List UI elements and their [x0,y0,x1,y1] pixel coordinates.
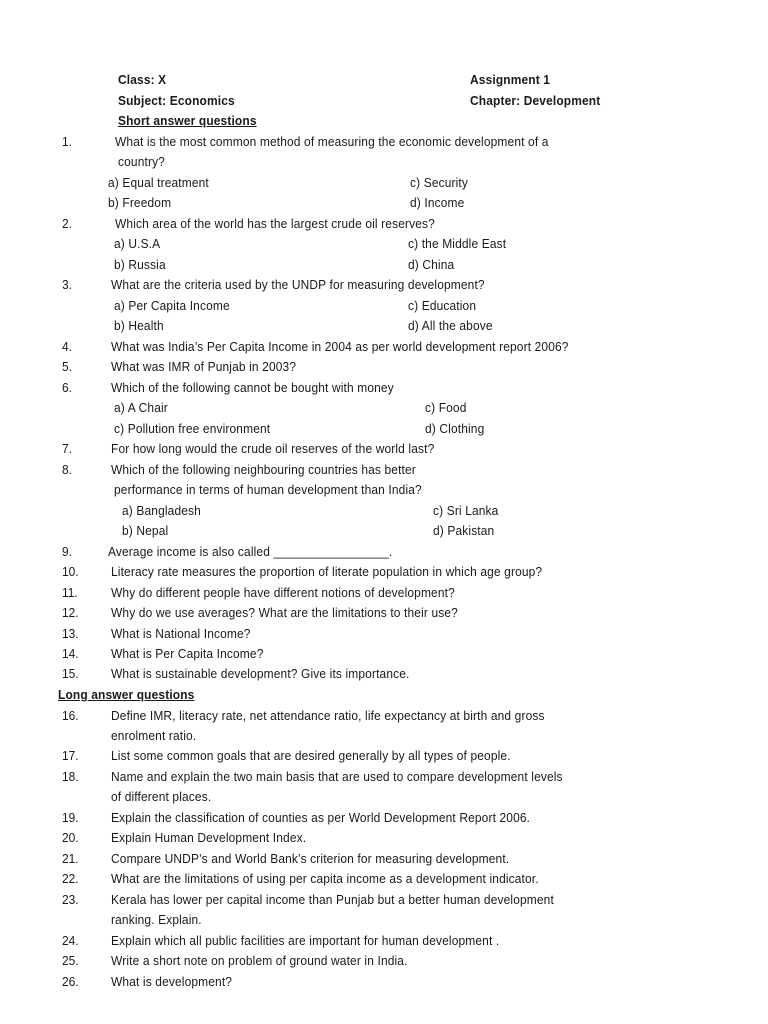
assignment-label: Assignment 1 [470,72,551,87]
question-text: Kerala has lower per capital income than Punjab but a better human development [111,892,554,907]
question-text: Define IMR, literacy rate, net attendance ratio, life expectancy at birth and gross [111,708,545,723]
question-number: 1. [62,134,72,149]
question-text: ranking. Explain. [111,912,202,927]
option-b: c) Pollution free environment [114,421,271,436]
option-d: d) China [408,257,455,272]
option-c: c) Security [410,175,469,190]
question-text: Explain the classification of counties as per World Development Report 2006. [111,810,531,825]
question-text: Explain which all public facilities are important for human development . [111,933,500,948]
question-text: What is Per Capita Income? [111,646,264,661]
question-text: What is the most common method of measuring the economic development of a [115,134,549,149]
option-d: d) Clothing [425,421,485,436]
question-text: What are the criteria used by the UNDP for measuring development? [111,277,485,292]
question-number: 3. [62,277,72,292]
question-number: 11. [62,585,78,600]
option-c: c) Sri Lanka [433,503,499,518]
option-b: b) Freedom [108,195,172,210]
question-number: 19. [62,810,79,825]
question-text: Name and explain the two main basis that are used to compare development levels [111,769,563,784]
question-text: of different places. [111,789,212,804]
question-text: Which of the following cannot be bought with money [111,380,394,395]
question-text: Write a short note on problem of ground water in India. [111,953,408,968]
question-text: Compare UNDP’s and World Bank’s criterion for measuring development. [111,851,510,866]
question-text: country? [118,154,165,169]
option-d: d) Pakistan [433,523,495,538]
question-number: 5. [62,359,72,374]
option-a: a) Equal treatment [108,175,209,190]
question-text: What is development? [111,974,233,989]
question-text: Average income is also called _________________. [108,544,393,559]
option-a: a) A Chair [114,400,168,415]
question-number: 21. [62,851,79,866]
option-b: b) Health [114,318,164,333]
option-a: a) Bangladesh [122,503,201,518]
question-number: 20. [62,830,79,845]
question-number: 23. [62,892,79,907]
question-number: 10. [62,564,79,579]
question-text: Which area of the world has the largest crude oil reserves? [115,216,435,231]
question-number: 18. [62,769,79,784]
question-number: 17. [62,748,79,763]
question-number: 12. [62,605,79,620]
question-text: enrolment ratio. [111,728,197,743]
question-number: 25. [62,953,79,968]
question-number: 16. [62,708,79,723]
question-text: For how long would the crude oil reserves of the world last? [111,441,435,456]
option-a: a) Per Capita Income [114,298,230,313]
subject-label: Subject: Economics [118,93,235,108]
option-c: c) the Middle East [408,236,507,251]
question-number: 14. [62,646,79,661]
option-d: d) Income [410,195,465,210]
question-number: 6. [62,380,72,395]
question-text: Why do different people have different notions of development? [111,585,455,600]
option-c: c) Food [425,400,467,415]
option-a: a) U.S.A [114,236,161,251]
question-text: What is National Income? [111,626,251,641]
question-number: 9. [62,544,72,559]
question-text: What was India’s Per Capita Income in 2004 as per world development report 2006? [111,339,569,354]
question-text: performance in terms of human development than India? [114,482,422,497]
question-text: What is sustainable development? Give its importance. [111,666,410,681]
question-number: 22. [62,871,79,886]
question-number: 13. [62,626,79,641]
question-text: What was IMR of Punjab in 2003? [111,359,297,374]
class-label: Class: X [118,72,167,87]
chapter-label: Chapter: Development [470,93,601,108]
question-number: 4. [62,339,72,354]
question-number: 2. [62,216,72,231]
long-answer-heading: Long answer questions [58,687,195,702]
question-text: Why do we use averages? What are the limitations to their use? [111,605,458,620]
question-text: List some common goals that are desired generally by all types of people. [111,748,511,763]
option-d: d) All the above [408,318,493,333]
question-number: 24. [62,933,79,948]
question-number: 15. [62,666,79,681]
question-number: 7. [62,441,72,456]
option-c: c) Education [408,298,477,313]
short-answer-heading: Short answer questions [118,113,257,128]
option-b: b) Russia [114,257,166,272]
question-number: 8. [62,462,72,477]
question-text: Literacy rate measures the proportion of literate population in which age group? [111,564,543,579]
question-text: Explain Human Development Index. [111,830,307,845]
option-b: b) Nepal [122,523,169,538]
question-number: 26. [62,974,79,989]
question-text: Which of the following neighbouring countries has better [111,462,416,477]
question-text: What are the limitations of using per capita income as a development indicator. [111,871,539,886]
